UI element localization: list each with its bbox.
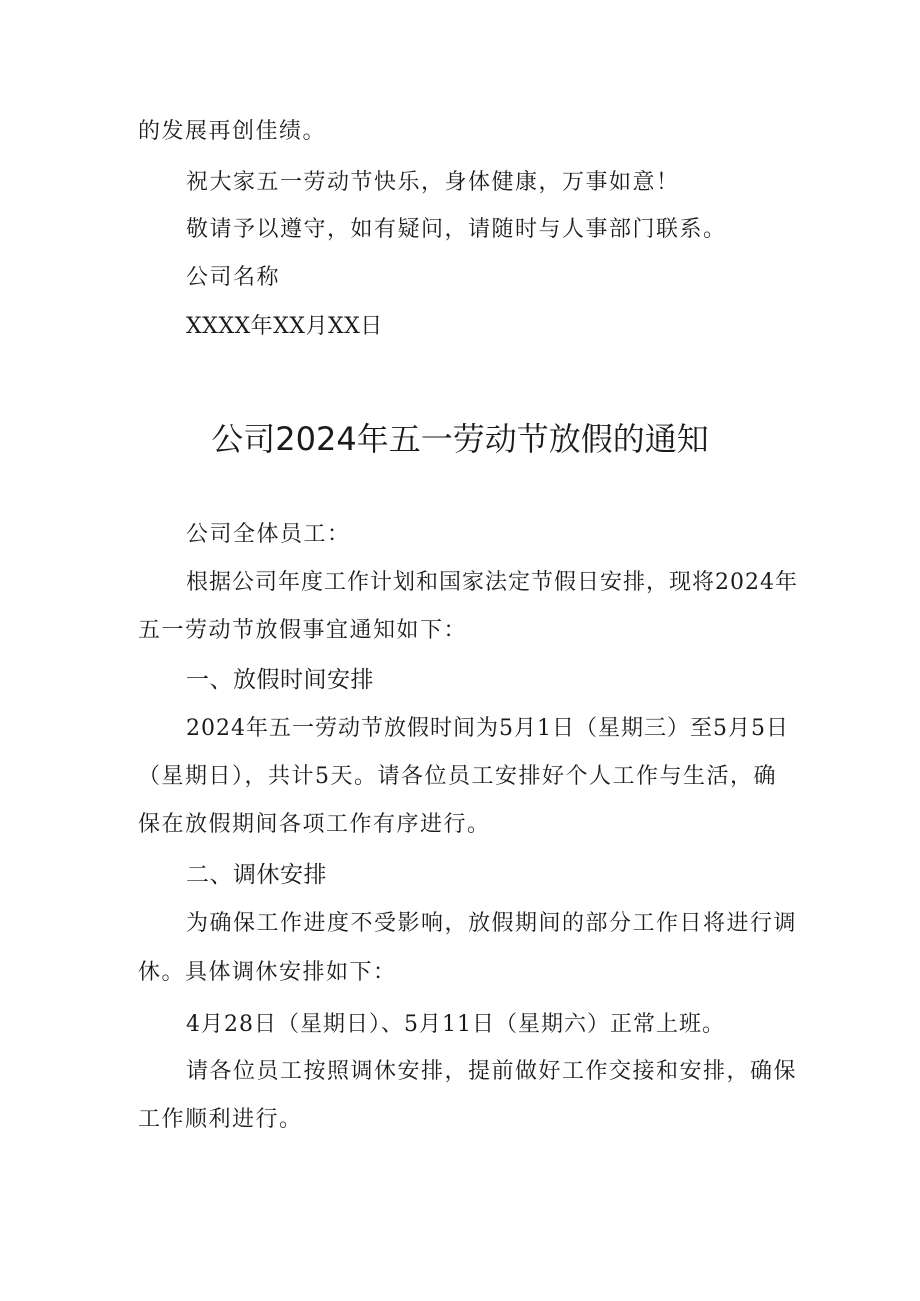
section-1-heading: 一、放假时间安排 <box>186 667 374 693</box>
section-2-line-3: 请各位员工按照调休安排，提前做好工作交接和安排，确保 <box>186 1059 798 1084</box>
section-1-line-3: 保在放假期间各项工作有序进行。 <box>138 812 491 837</box>
salutation: 公司全体员工： <box>186 522 351 547</box>
signature-date: XXXX年XX月XX日 <box>186 314 383 339</box>
notice-title: 公司2024年五一劳动节放假的通知 <box>211 420 709 458</box>
section-2-line-4: 工作顺利进行。 <box>138 1107 303 1132</box>
previous-notice-closing-line: 的发展再创佳绩。 <box>138 119 327 144</box>
holiday-wishes: 祝大家五一劳动节快乐，身体健康，万事如意！ <box>186 170 680 195</box>
intro-line-2: 五一劳动节放假事宜通知如下： <box>138 618 468 643</box>
section-1-line-1: 2024年五一劳动节放假时间为5月1日（星期三）至5月5日 <box>186 716 789 741</box>
section-2-line-1: 为确保工作进度不受影响，放假期间的部分工作日将进行调 <box>186 911 798 936</box>
section-1-line-2: （星期日），共计5天。请各位员工安排好个人工作与生活，确 <box>138 764 777 789</box>
intro-line-1: 根据公司年度工作计划和国家法定节假日安排，现将2024年 <box>186 570 798 595</box>
company-name: 公司名称 <box>186 265 281 290</box>
section-2-line-2: 休。具体调休安排如下： <box>138 960 397 985</box>
contact-note: 敬请予以遵守，如有疑问，请随时与人事部门联系。 <box>186 217 727 242</box>
section-2-heading: 二、调休安排 <box>186 862 327 888</box>
make-up-workdays: 4月28日（星期日）、5月11日（星期六）正常上班。 <box>186 1012 725 1037</box>
